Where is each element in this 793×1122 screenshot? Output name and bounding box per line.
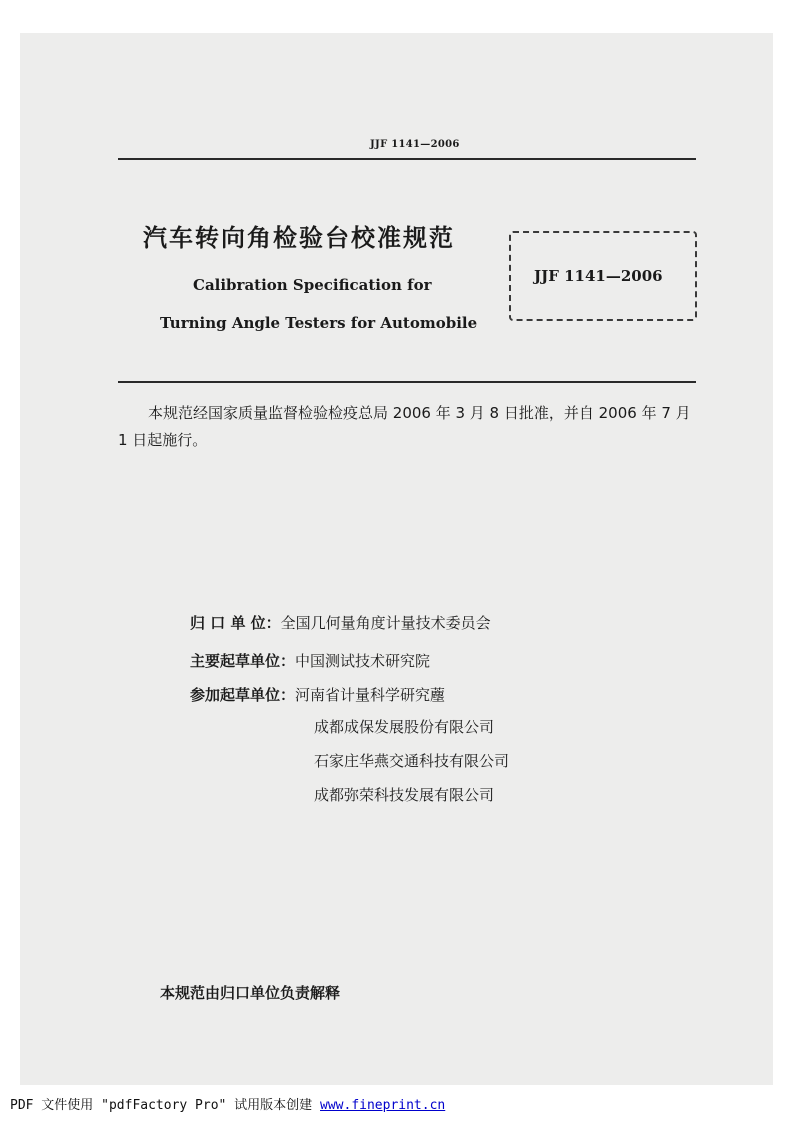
interpretation-note: 本规范由归口单位负责解释 [160,984,341,1002]
stamp-code: JJF 1141—2006 [534,267,663,285]
additional-unit: 成都成保发展股份有限公司 [314,718,495,736]
unit-row-centralized [190,612,491,633]
middle-divider [118,381,696,383]
title-english-line2: Turning Angle Testers for Automobile [160,314,478,332]
unit-label: 参加起草单位： [190,686,296,704]
pdf-notice-text: PDF 文件使用 "pdfFactory Pro" 试用版本创建 [10,1098,321,1113]
unit-value: 全国几何量角度计量技术委员会 [280,614,491,632]
approval-paragraph: 本规范经国家质量监督检验检疫总局 2006 年 3 月 8 日批准，并自 2006 年 7 月 1 日起施行。 [118,404,691,449]
unit-row-participating [190,684,445,705]
additional-unit: 石家庄华燕交通科技有限公司 [314,752,510,770]
unit-row-main-drafter [190,650,430,671]
additional-unit: 成都弥荣科技发展有限公司 [314,786,495,804]
top-divider [118,158,696,160]
pdf-creator-notice [10,1094,445,1113]
unit-value: 中国测试技术研究院 [295,652,431,670]
unit-value: 河南省计量科学研究薼 [295,686,446,704]
fineprint-link[interactable]: www.fineprint.cn [320,1098,446,1113]
title-english-line1: Calibration Specification for [193,276,432,294]
header-code: JJF 1141—2006 [370,139,460,150]
unit-label: 主要起草单位： [190,652,296,670]
unit-label: 归 口 单 位： [190,614,281,632]
title-chinese: 汽车转向角检验台校准规范 [143,224,455,252]
scanned-page [20,33,773,1085]
